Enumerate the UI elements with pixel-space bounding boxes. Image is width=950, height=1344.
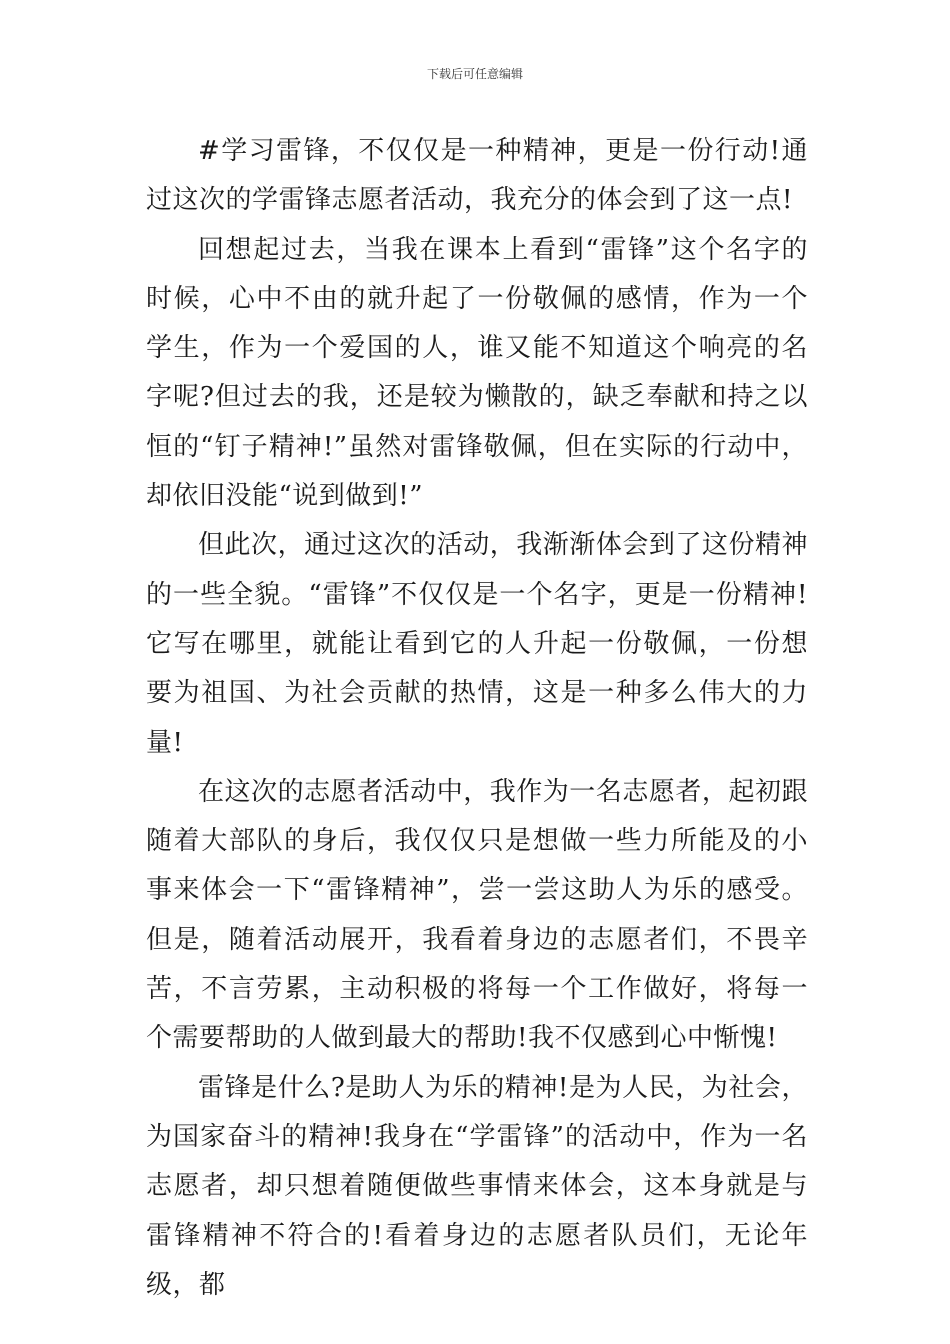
paragraph-1: #学习雷锋，不仅仅是一种精神，更是一份行动!通过这次的学雷锋志愿者活动，我充分的体会到了这一点!: [146, 136, 808, 216]
paragraph-3: 但此次，通过这次的活动，我渐渐体会到了这份精神的一些全貌。“雷锋”不仅仅是一个名字，更是一份精神!它写在哪里，就能让看到它的人升起一份敬佩，一份想要为祖国、为社会贡献的热情，这是一种多么伟大的力量!: [146, 530, 808, 758]
page-header: 下载后可任意编辑: [426, 67, 523, 81]
paragraph-2: 回想起过去，当我在课本上看到“雷锋”这个名字的时候，心中不由的就升起了一份敬佩的感情，作为一个学生，作为一个爱国的人，谁又能不知道这个响亮的名字呢?但过去的我，还是较为懒散的，缺乏奉献和持之以恒的“钉子精神!”虽然对雷锋敬佩，但在实际的行动中，却依旧没能“说到做到!”: [146, 234, 808, 512]
paragraph-5: 雷锋是什么?是助人为乐的精神!是为人民，为社会，为国家奋斗的精神!我身在“学雷锋”的活动中，作为一名志愿者，却只想着随便做些事情来体会，这本身就是与雷锋精神不符合的!看着身边的志愿者队员们，无论年级，都: [146, 1072, 808, 1300]
document-body: [146, 127, 808, 1310]
paragraph-4: 在这次的志愿者活动中，我作为一名志愿者，起初跟随着大部队的身后，我仅仅只是想做一些力所能及的小事来体会一下“雷锋精神”，尝一尝这助人为乐的感受。但是，随着活动展开，我看着身边的志愿者们，不畏辛苦，不言劳累，主动积极的将每一个工作做好，将每一个需要帮助的人做到最大的帮助!我不仅感到心中惭愧!: [146, 776, 808, 1054]
